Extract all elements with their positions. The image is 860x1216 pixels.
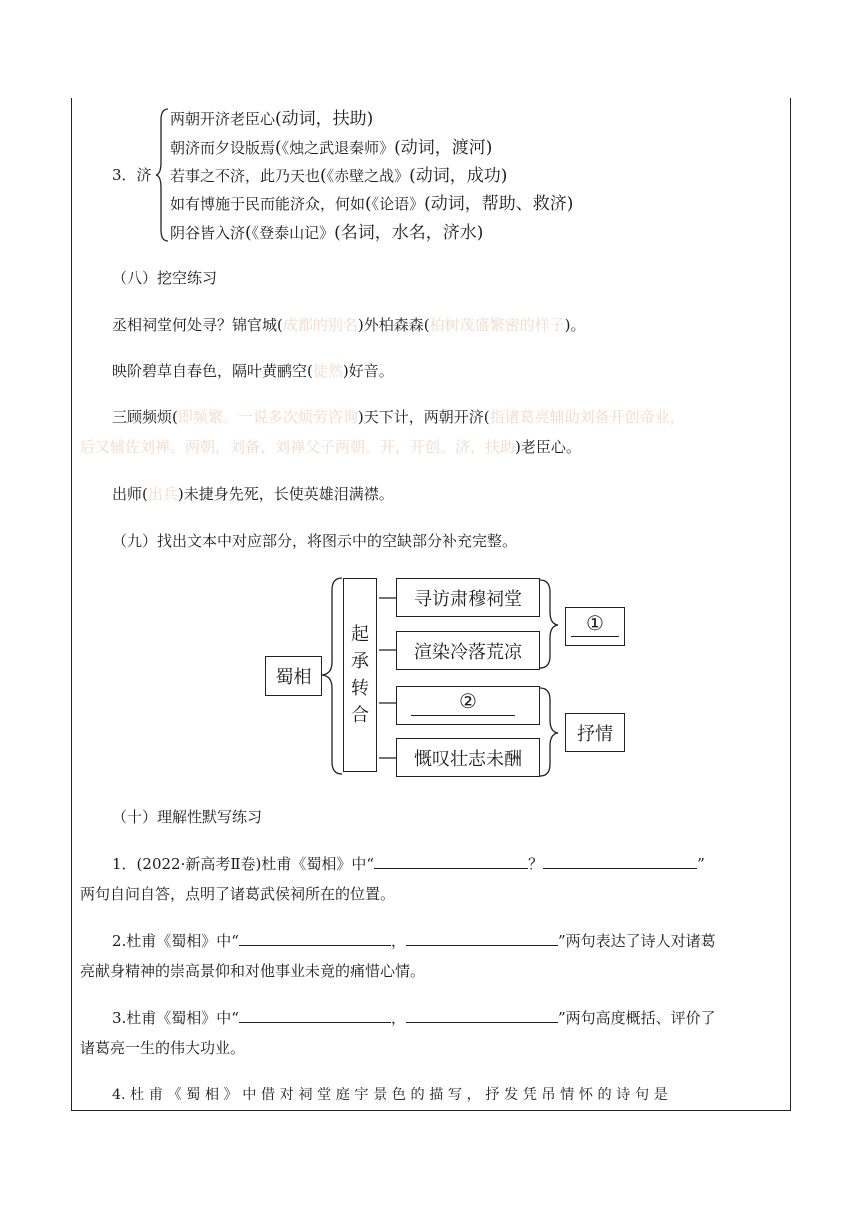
fill-line-4: 出师(出兵)未捷身先死，长使英雄泪满襟。 <box>112 485 394 503</box>
question-1-cont: 两句自问自答，点明了诸葛武侯祠所在的位置。 <box>80 885 396 903</box>
question-2: 2.杜甫《蜀相》中“ ， ”两句表达了诗人对诸葛 <box>112 932 716 950</box>
question-1: 1．(2022·新高考Ⅱ卷)杜甫《蜀相》中“ ？ ” <box>112 855 705 873</box>
blank-line <box>571 636 619 637</box>
usage-line-5: 阴谷皆入济(《登泰山记》(名词，水名，济水) <box>170 223 484 243</box>
question-2-cont: 亮献身精神的崇高景仰和对他事业未竟的痛惜心情。 <box>80 962 426 980</box>
answer-blank[interactable] <box>374 854 528 869</box>
answer-blank[interactable] <box>406 931 558 946</box>
question-4: 4. 杜 甫 《 蜀 相 》 中 借 对 祠 堂 庭 宇 景 色 的 描 写 ， 抒 发 凭 吊 情 怀 的 诗 句 是 <box>112 1087 668 1103</box>
answer-blank[interactable] <box>406 1008 558 1023</box>
fill-line-1: 丞相祠堂何处寻？锦官城(成都的别名)外柏森森(柏树茂盛繁密的样子)。 <box>112 316 586 334</box>
usage-line-1: 两朝开济老臣心(动词，扶助) <box>170 109 374 129</box>
answer-blank[interactable] <box>239 1008 391 1023</box>
output-box-lyric: 抒情 <box>565 713 625 752</box>
section-heading-9: （九）找出文本中对应部分，将图示中的空缺部分补充完整。 <box>112 532 518 550</box>
output-box-blank <box>565 607 625 646</box>
blank-marker-2: ② <box>459 689 477 713</box>
blank-marker-1: ① <box>586 611 604 635</box>
item-box-2: 渲染冷落荒凉 <box>396 631 540 670</box>
section-heading-10: （十）理解性默写练习 <box>112 808 263 826</box>
usage-line-3: 若事之不济，此乃天也(《赤壁之战》(动词，成功) <box>170 166 508 186</box>
question-3-cont: 诸葛亮一生的伟大功业。 <box>80 1039 246 1057</box>
usage-line-2: 朝济而夕设版焉(《烛之武退秦师》(动词，渡河) <box>170 138 493 158</box>
root-box: 蜀相 <box>265 656 322 696</box>
item-box-1: 寻访肃穆祠堂 <box>396 578 540 617</box>
section-heading-8: （八）挖空练习 <box>112 269 218 287</box>
question-3: 3.杜甫《蜀相》中“ ， ”两句高度概括、评价了 <box>112 1009 716 1027</box>
answer-blank[interactable] <box>543 854 697 869</box>
fill-line-3: 三顾频烦(即频繁。一说多次烦劳咨询)天下计，两朝开济(指诸葛亮辅助刘备开创帝业， <box>112 408 685 426</box>
item-box-blank <box>396 686 540 725</box>
fill-line-3-cont: 后又辅佐刘禅。两朝，刘备、刘禅父子两朝。开，开创。济，扶助)老臣心。 <box>80 438 581 456</box>
blank-line <box>411 715 515 716</box>
fill-line-2: 映阶碧草自春色，隔叶黄鹂空(徒然)好音。 <box>112 362 394 380</box>
usage-line-4: 如有博施于民而能济众，何如(《论语》(动词，帮助、救济) <box>170 194 574 214</box>
stages-box: 起承转合 <box>343 578 377 772</box>
item-box-4: 慨叹壮志未酬 <box>396 738 540 777</box>
answer-blank[interactable] <box>239 931 391 946</box>
item-label: 3．济 <box>112 166 152 184</box>
